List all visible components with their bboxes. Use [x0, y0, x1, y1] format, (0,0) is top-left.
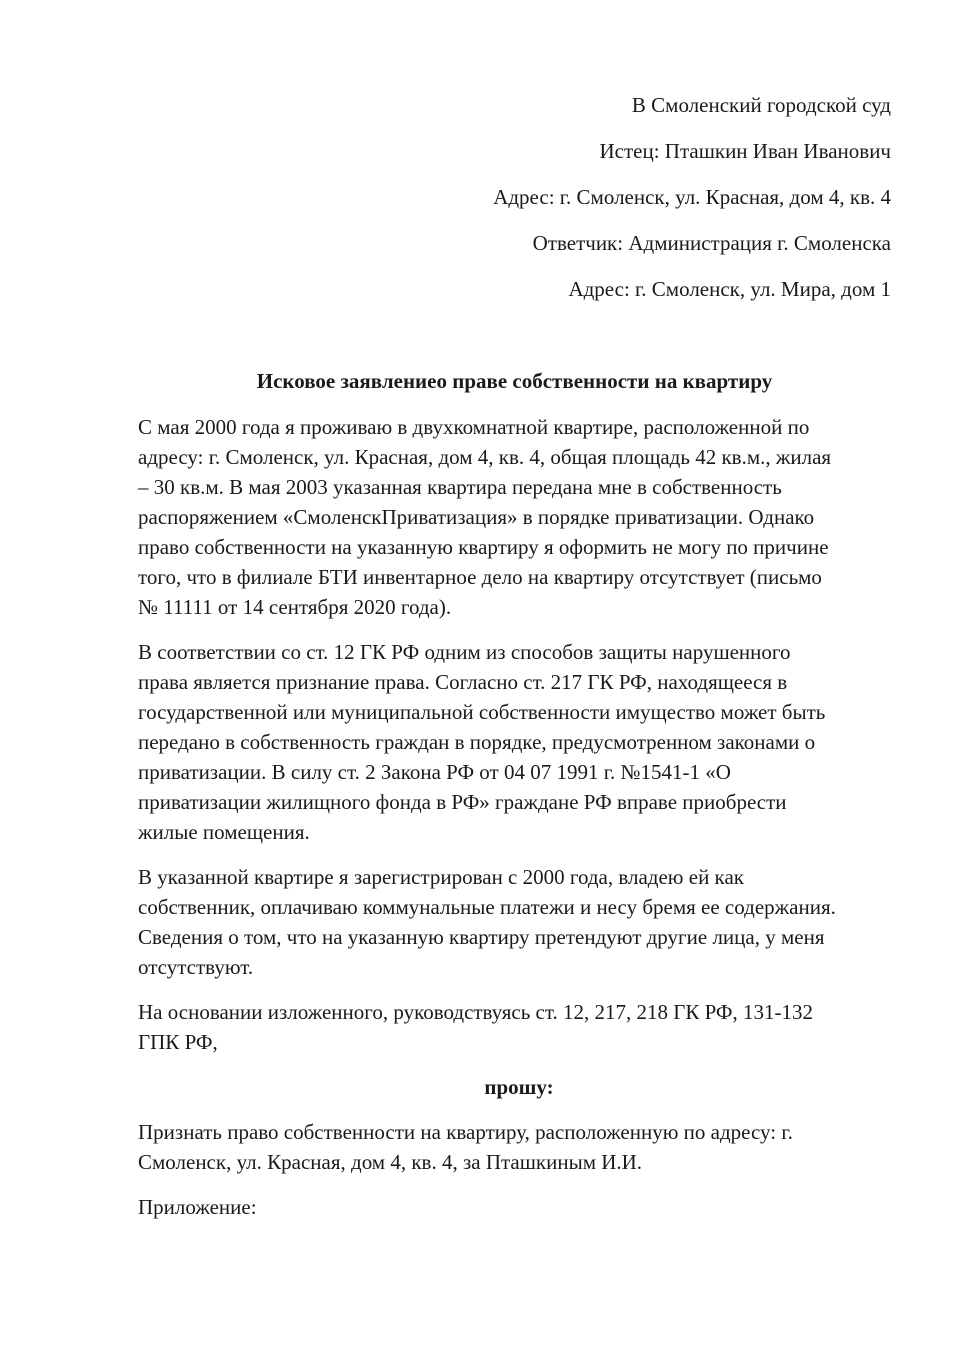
text-line: право собственности на указанную квартиру я оформить не могу по причине — [138, 535, 829, 559]
document-title: Исковое заявлениео праве собственности на квартиру — [256, 369, 773, 393]
text-line: жилые помещения. — [138, 820, 310, 844]
plaintiff-name: Истец: Пташкин Иван Иванович — [599, 139, 891, 163]
attachment-heading — [138, 1192, 900, 1222]
addressee-block — [0, 90, 891, 320]
paragraph-grounds — [138, 997, 900, 1057]
paragraph-facts — [138, 412, 900, 622]
text-line: На основании изложенного, руководствуясь ст. 12, 217, 218 ГК РФ, 131-132 — [138, 1000, 814, 1024]
paragraph-request — [138, 1117, 900, 1177]
text-line: адресу: г. Смоленск, ул. Красная, дом 4, кв. 4, общая площадь 42 кв.м., жилая — [138, 445, 832, 469]
text-line: собственник, оплачиваю коммунальные платежи и несу бремя ее содержания. — [138, 895, 836, 919]
request-heading: прошу: — [484, 1075, 554, 1099]
text-line: ГПК РФ, — [138, 1030, 218, 1054]
text-line: Признать право собственности на квартиру, расположенную по адресу: г. — [138, 1120, 793, 1144]
text-line: Смоленск, ул. Красная, дом 4, кв. 4, за Пташкиным И.И. — [138, 1150, 643, 1174]
text-line: того, что в филиале БТИ инвентарное дело на квартиру отсутствует (письмо — [138, 565, 822, 589]
text-line: приватизации. В силу ст. 2 Закона РФ от 04 07 1991 г. №1541-1 «О — [138, 760, 731, 784]
text-line: права является признание права. Согласно ст. 217 ГК РФ, находящееся в — [138, 670, 788, 694]
plaintiff-address: Адрес: г. Смоленск, ул. Красная, дом 4, кв. 4 — [493, 185, 891, 209]
text-line: В указанной квартире я зарегистрирован с 2000 года, владею ей как — [138, 865, 744, 889]
text-line: С мая 2000 года я проживаю в двухкомнатной квартире, расположенной по — [138, 415, 810, 439]
text-line: В соответствии со ст. 12 ГК РФ одним из способов защиты нарушенного — [138, 640, 791, 664]
text-line: № 11111 от 14 сентября 2020 года). — [138, 595, 452, 619]
document-body — [138, 412, 900, 1237]
text-line: Приложение: — [138, 1195, 257, 1219]
paragraph-registration — [138, 862, 900, 982]
text-line: распоряжением «СмоленскПриватизация» в порядке приватизации. Однако — [138, 505, 815, 529]
paragraph-legal-basis — [138, 637, 900, 847]
text-line: – 30 кв.м. В мая 2003 указанная квартира передана мне в собственность — [138, 475, 782, 499]
text-line: приватизации жилищного фонда в РФ» граждане РФ вправе приобрести — [138, 790, 787, 814]
text-line: Сведения о том, что на указанную квартиру претендуют другие лица, у меня — [138, 925, 825, 949]
text-line: отсутствуют. — [138, 955, 254, 979]
defendant-address: Адрес: г. Смоленск, ул. Мира, дом 1 — [568, 277, 891, 301]
court-name: В Смоленский городской суд — [631, 93, 891, 117]
text-line: государственной или муниципальной собственности имущество может быть — [138, 700, 826, 724]
defendant-name: Ответчик: Администрация г. Смоленска — [532, 231, 891, 255]
text-line: передано в собственность граждан в порядке, предусмотренном законами о — [138, 730, 816, 754]
